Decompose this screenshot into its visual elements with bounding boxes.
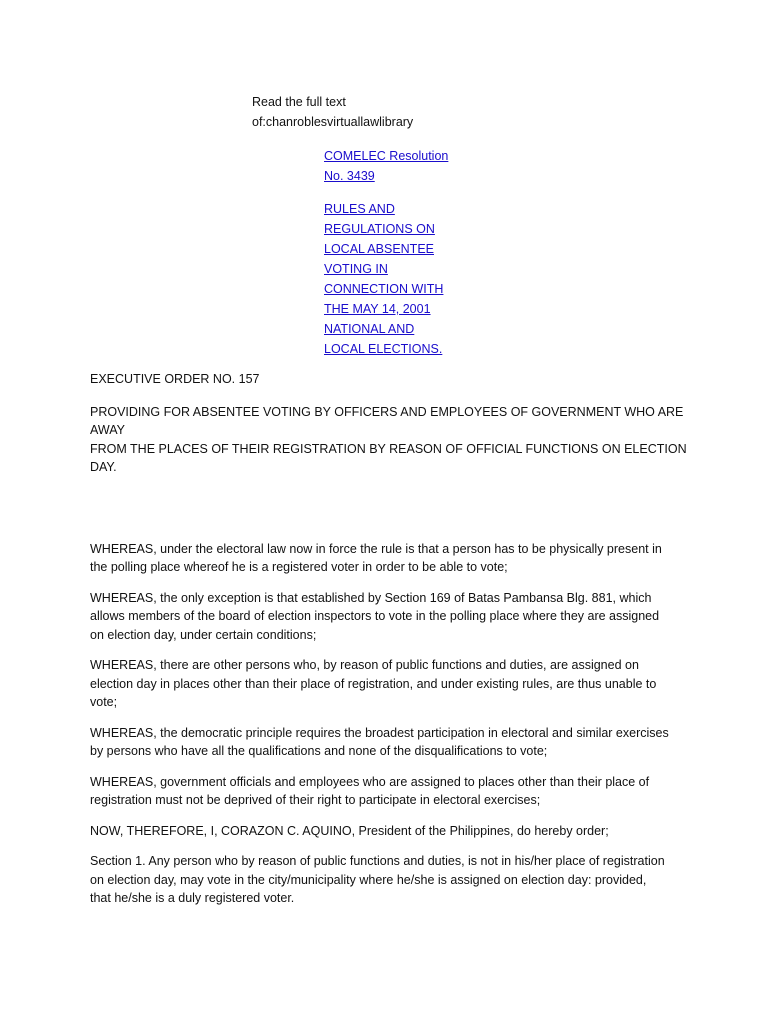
whereas-paragraph-2 <box>90 589 690 645</box>
document-body <box>90 370 690 920</box>
paragraph-line: WHEREAS, there are other persons who, by reason of public functions and duties, are assigned on <box>90 658 639 672</box>
rules-link-line: REGULATIONS ON <box>324 222 435 236</box>
paragraph-line: vote; <box>90 695 118 709</box>
rules-link-line: THE MAY 14, 2001 <box>324 302 431 316</box>
paragraph-line: WHEREAS, government officials and employees who are assigned to places other than their place of <box>90 774 650 789</box>
rules-link-line: LOCAL ABSENTEE <box>324 242 434 256</box>
paragraph-line: election day in places other than their place of registration, and under existing rules, are thus unable to <box>90 676 657 691</box>
paragraph-line: Section 1. Any person who by reason of public functions and duties, is not in his/her place of registration <box>90 854 665 868</box>
rules-link[interactable] <box>324 199 464 359</box>
whereas-paragraph-4 <box>90 724 690 761</box>
paragraph-line: WHEREAS, the only exception is that established by Section 169 of Batas Pambansa Blg. 881, which <box>90 590 652 605</box>
heading-line: PROVIDING FOR ABSENTEE VOTING BY OFFICERS AND EMPLOYEES OF GOVERNMENT WHO ARE AWAY <box>90 404 684 437</box>
rules-link-line: NATIONAL AND <box>324 322 415 336</box>
paragraph-line: WHEREAS, under the electoral law now in force the rule is that a person has to be physically present in <box>90 541 662 556</box>
paragraph-line: that he/she is a duly registered voter. <box>90 891 295 905</box>
paragraph-line: the polling place whereof he is a registered voter in order to be able to vote; <box>90 560 508 574</box>
source-note-line: of:chanroblesvirtuallawlibrary <box>252 115 414 129</box>
paragraph-line: registration must not be deprived of their right to participate in electoral exercises; <box>90 793 541 807</box>
paragraph-line: on election day, may vote in the city/municipality where he/she is assigned on election day: provided, <box>90 872 647 887</box>
section-1 <box>90 852 690 908</box>
rules-link-line: LOCAL ELECTIONS. <box>324 342 443 356</box>
rules-link-line: VOTING IN <box>324 262 388 276</box>
heading-line: FROM THE PLACES OF THEIR REGISTRATION BY REASON OF OFFICIAL FUNCTIONS ON ELECTION DAY. <box>90 441 687 474</box>
paragraph-line: WHEREAS, the democratic principle requires the broadest participation in electoral and similar exercises <box>90 725 669 740</box>
resolution-link-line: No. 3439 <box>324 169 375 183</box>
paragraph-line: on election day, under certain conditions; <box>90 627 317 642</box>
paragraph-line: by persons who have all the qualifications and none of the disqualifications to vote; <box>90 744 548 758</box>
source-note <box>252 92 512 132</box>
rules-link-line: RULES AND <box>324 202 395 216</box>
source-links <box>324 146 464 359</box>
paragraph-line: allows members of the board of election inspectors to vote in the polling place where they are assigned <box>90 609 660 623</box>
order-clause <box>90 822 690 841</box>
executive-order-heading <box>90 403 690 477</box>
source-note-line: Read the full text <box>252 95 346 109</box>
resolution-link-line: COMELEC Resolution <box>324 149 449 163</box>
whereas-paragraph-5 <box>90 773 690 810</box>
rules-link-line: CONNECTION WITH <box>324 282 444 296</box>
executive-order-title: EXECUTIVE ORDER NO. 157 <box>90 372 260 386</box>
whereas-paragraph-1 <box>90 540 690 577</box>
resolution-link[interactable] <box>324 146 464 186</box>
paragraph-line: NOW, THEREFORE, I, CORAZON C. AQUINO, President of the Philippines, do hereby order; <box>90 823 609 838</box>
whereas-paragraph-3 <box>90 656 690 712</box>
